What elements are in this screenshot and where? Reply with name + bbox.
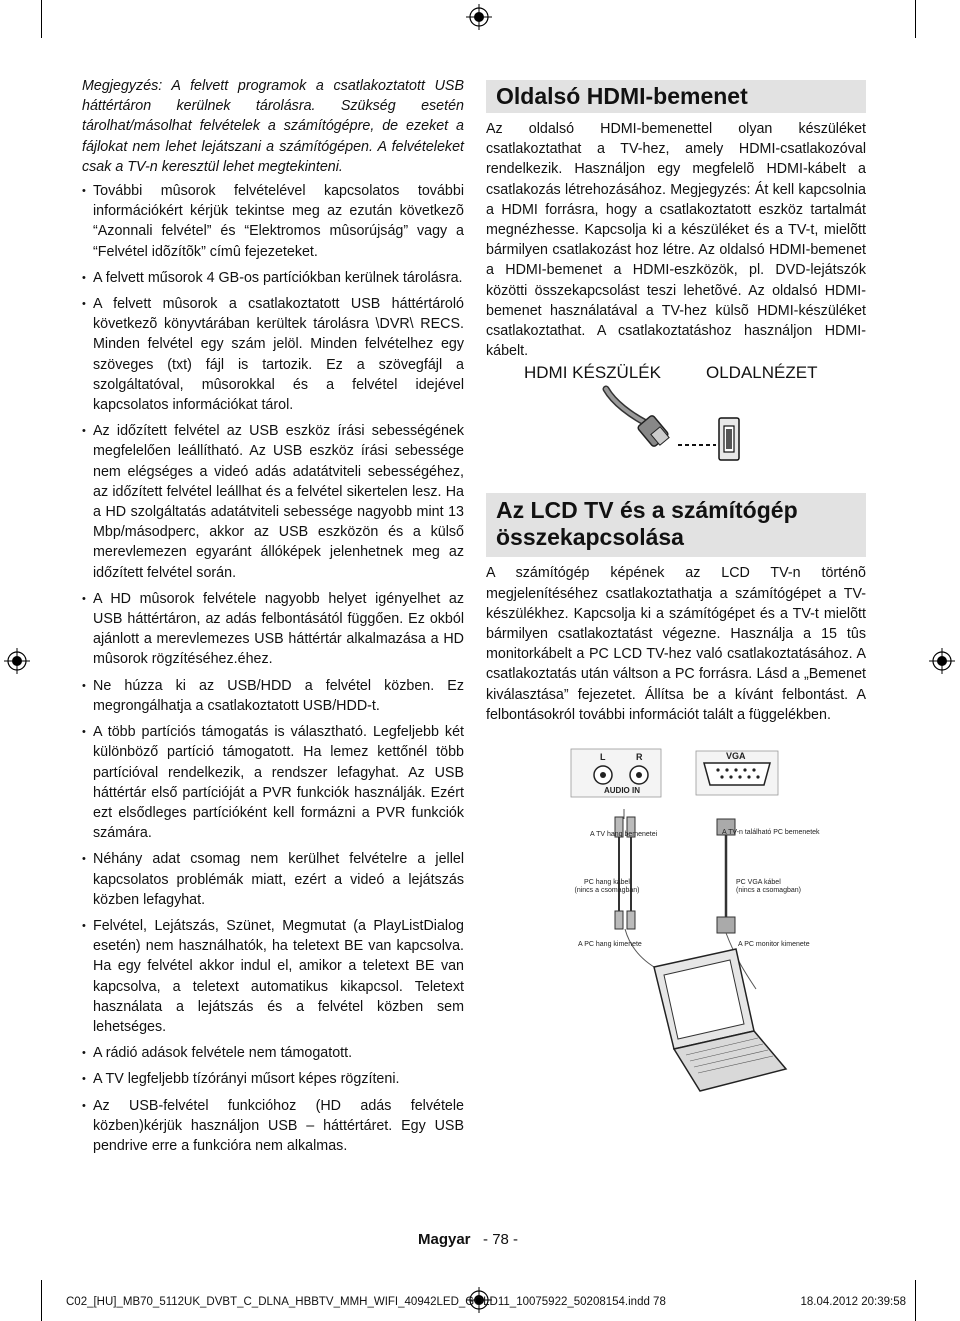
pc-section-title bbox=[486, 493, 866, 557]
list-item: • További mûsorok felvételével kapcsolatos további információkért kérjük tekintse meg az ezután következõ “Azonnali felvétel” és “Elektromos mûsorújság” vagy a “Felvétel idõzítõk” címû fejezeteket. bbox=[82, 181, 464, 262]
list-item: • A felvett műsorok 4 GB-os partíciókban kerülnek tárolásra. bbox=[82, 268, 464, 288]
hdmi-connection-figure bbox=[486, 363, 866, 473]
list-item: • A rádió adások felvétele nem támogatott. bbox=[82, 1043, 464, 1063]
list-item: • Felvétel, Lejátszás, Szünet, Megmutat (a PlayListDialog esetén) nem használhatók, ha teletext BE van kapcsolva. Ha egy felvétel akkor indul el, amikor a teletext BE van kapcsolva, a teletext automatikus kikapcsol. Teletext használata a lejátszás és a felvétel közben sem lehetséges. bbox=[82, 916, 464, 1037]
pc-monitor-output-label: A PC monitor kimenete bbox=[738, 941, 810, 949]
crop-mark-top-right bbox=[915, 0, 916, 38]
print-slug bbox=[66, 1296, 906, 1308]
vga-label: VGA bbox=[726, 751, 746, 762]
pc-audio-output-label: A PC hang kimenete bbox=[578, 941, 642, 949]
list-item: • A több partíciós támogatás is választható. Legfeljebb két különböző partíció támogatott. Ha lemez kettőnél több partícióval rendelkezik, a rendszer lefagyhat. Az USB háttértár első partícióját a PVR funkciók használják. Ezért ezt elsődleges partícióként kell formázni a PVR funkciók számára. bbox=[82, 722, 464, 843]
audio-in-label: AUDIO IN bbox=[604, 786, 640, 796]
hdmi-device-label: HDMI KÉSZÜLÉK bbox=[524, 363, 661, 383]
l-channel-label: L bbox=[600, 752, 606, 763]
hdmi-cable-illustration bbox=[486, 363, 866, 473]
slug-date: 18.04.2012 20:39:58 bbox=[800, 1296, 906, 1308]
crop-mark-bottom-left bbox=[41, 1280, 42, 1321]
page-footer bbox=[418, 1231, 518, 1248]
registration-mark-right bbox=[929, 648, 955, 674]
side-view-label: OLDALNÉZET bbox=[706, 363, 818, 383]
list-item: • Az USB-felvétel funkcióhoz (HD adás felvétele közben)kérjük használjon USB – háttértáret. Egy USB pendrive erre a funkcióra nem alkalmas. bbox=[82, 1096, 464, 1157]
pc-section-body: A számítógép képének az LCD TV-n történõ megjelenítéséhez csatlakoztathatja a számítógépet a TV-készülékhez. Kapcsolja ki a számítógépet és a TV-t mielõtt bármilyen csatlakoztatást végezne. Használja a 15 tûs monitorkábelt a PC LCD TV-hez való csatlakoztatásához. A csatlakoztatás után váltson a PC forrásra. Lásd a „Bemenet kiválasztása” fejezetet. Állítsa be a kívánt felbontást. A felbontásokról további információt talált a függelékben. bbox=[486, 565, 866, 723]
pc-audio-cable-label bbox=[572, 879, 642, 895]
list-item: • A HD mûsorok felvétele nagyobb helyet igényelhet az USB háttértáron, az adás felbontásától függően. Ez okból ajánlott a merevlemezes USB háttértár alkalmazása a HD mûsorok rögzítéséhez.éhez. bbox=[82, 589, 464, 670]
list-item: • Ne húzza ki az USB/HDD a felvétel közben. Ez megrongálhatja a csatlakoztatott USB/HDD-t. bbox=[82, 676, 464, 716]
list-item: • A TV legfeljebb tízórányi műsort képes rögzíteni. bbox=[82, 1069, 464, 1089]
pc-vga-cable-label-line2: (nincs a csomagban) bbox=[736, 887, 801, 895]
slug-filename: C02_[HU]_MB70_5112UK_DVBT_C_DLNA_HBBTV_MMH_WIFI_40942LED_GOLD11_10075922_50208154.indd 78 bbox=[66, 1296, 666, 1308]
tv-audio-inputs-label: A TV hang bemenetei bbox=[590, 831, 658, 839]
crop-mark-bottom-right bbox=[915, 1280, 916, 1321]
left-column bbox=[82, 76, 464, 1162]
list-item: • A felvett mûsorok a csatlakoztatott USB háttértároló következõ könyvtárában kerültek tárolásra \DVR\ RECS. Minden felvétel egy szám jelöl. Minden felvételhez egy szöveges (txt) fájl is tartozik. Ez a szövegfájl a szolgáltatóval, mûsorokkal és a felvétel idejével kapcsolatos információkat tárol. bbox=[82, 294, 464, 415]
pc-audio-cable-label-line2: (nincs a csomagban) bbox=[574, 887, 640, 895]
tv-pc-inputs-label: A TV-n található PC bemenetek bbox=[722, 829, 820, 837]
list-item: • Az időzített felvétel az USB eszköz írási sebességének megfelelően leállítható. Az USB eszköz írási sebessége nem elégséges a videó adás adatátviteli sebességéhez, az időzített felvétel leállhat és a felvétel sikertelen lesz. Ha a HD szolgáltatás adatátviteli sebessége nagyobb mint 13 Mbp/másodperc, akkor az USB eszközön és a külső merevlemezen egyaránt állóképek jelenhetnek meg az időzített felvétel során. bbox=[82, 421, 464, 583]
crop-mark-top-left bbox=[41, 0, 42, 38]
recording-bullet-list bbox=[82, 181, 464, 1156]
hdmi-section-title: Oldalsó HDMI-bemenet bbox=[486, 80, 866, 113]
r-channel-label: R bbox=[636, 752, 643, 763]
footer-language: Magyar bbox=[418, 1231, 471, 1248]
pc-vga-cable-label-line1: PC VGA kábel bbox=[736, 879, 781, 887]
pc-connection-figure bbox=[486, 739, 866, 1109]
page-number: - 78 - bbox=[483, 1231, 519, 1248]
pc-section-title-line2: összekapcsolása bbox=[496, 524, 684, 551]
pc-section-title-line1: Az LCD TV és a számítógép bbox=[496, 497, 798, 524]
registration-mark-top bbox=[466, 4, 492, 30]
registration-mark-left bbox=[4, 648, 30, 674]
pc-audio-cable-label-line1: PC hang kábel bbox=[584, 879, 630, 887]
pc-connection-illustration bbox=[486, 739, 866, 1109]
pc-vga-cable-label bbox=[736, 879, 806, 895]
recording-note: Megjegyzés: A felvett programok a csatlakoztatott USB háttértáron kerülnek tárolásra. Szükség esetén tárolhat/másolhat felvételek a számítógépre, de ezeket a fájlokat nem lehet lejátszani a számítógépen. A felvételeket csak a TV-n keresztül lehet megtekinteni. bbox=[82, 78, 464, 175]
right-column bbox=[486, 80, 866, 1109]
list-item: • Néhány adat csomag nem kerülhet felvételre a jellel kapcsolatos problémák miatt, ezért a videó a lejátszás közben lefagyhat. bbox=[82, 849, 464, 910]
hdmi-section-body: Az oldalsó HDMI-bemenettel olyan készüléket csatlakoztathat a TV-hez, amely HDMI-csatlakozóval rendelkezik. Használjon egy megfelelõ HDMI-kábelt a csatlakozás létrehozásához. Megjegyzés: Át kell kapcsolnia a HDMI forrásra, hogy a csatlakoztatott eszköz tartalmát megnézhesse. Kapcsolja ki a készüléket és a TV-t, mielõtt bármilyen csatlakozást hoz létre. Az oldalsó HDMI-bemenet a HDMI-bemenet a HDMI-eszközök, pl. DVD-lejátszók közötti összekapcsolást teszi lehetõvé. Az oldalsó HDMI-bemenet használatával a TV-hez külsõ HDMI-készüléket csatlakoztathat. A csatlakoztatáshoz használjon HDMI-kábelt. bbox=[486, 121, 866, 360]
